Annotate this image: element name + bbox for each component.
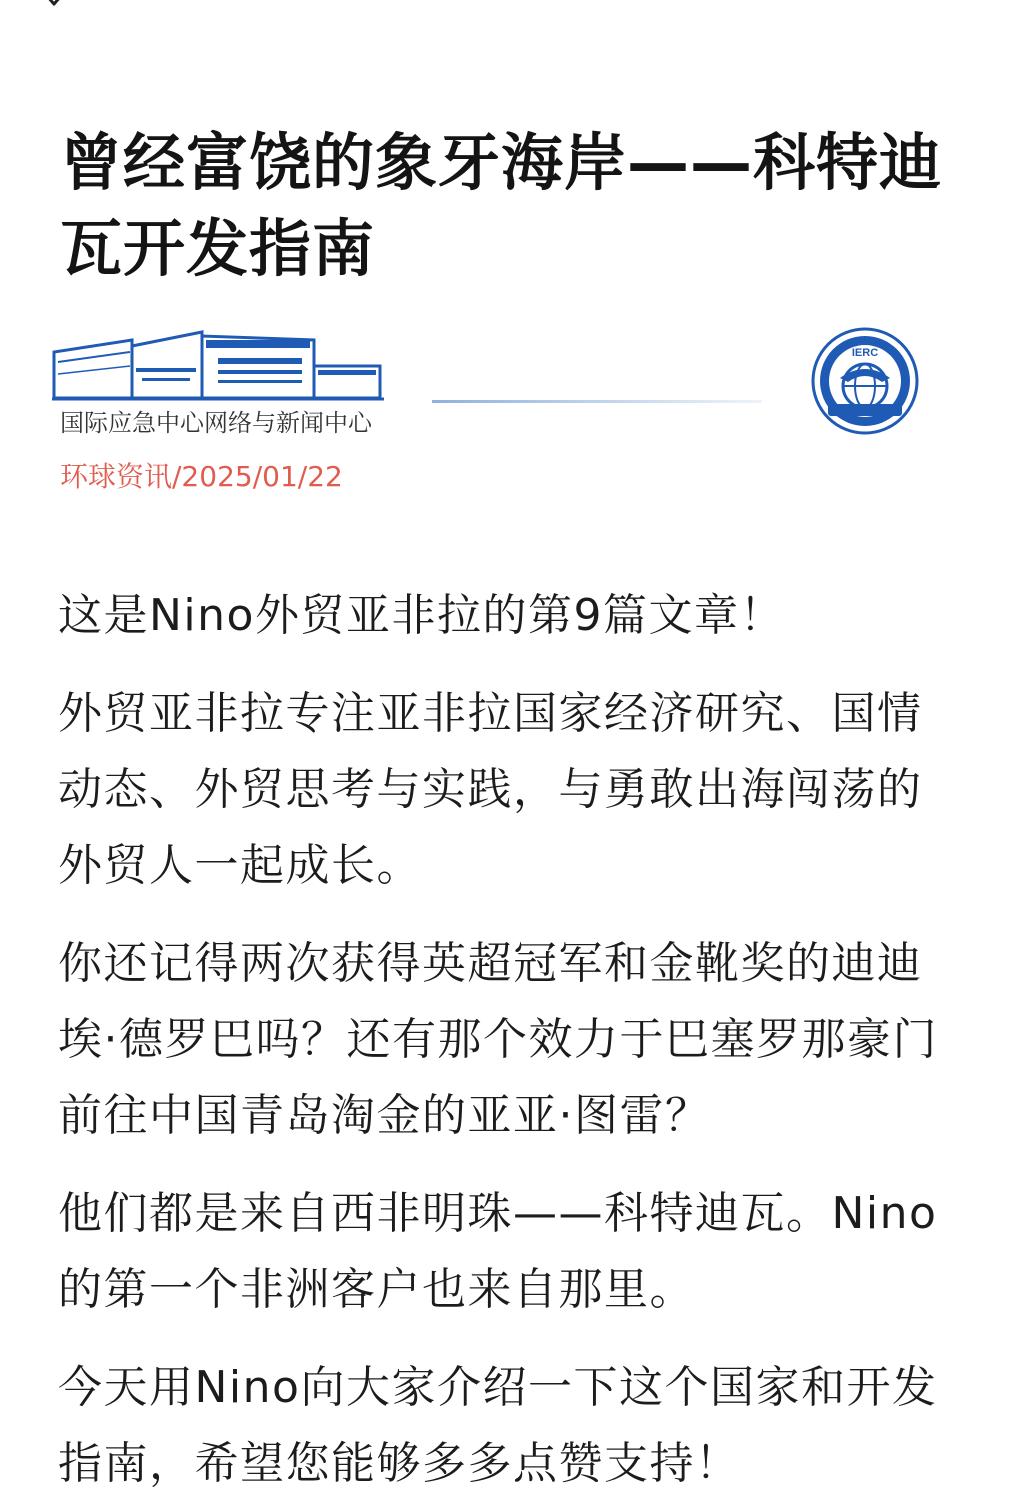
emblem-label: IERC	[851, 347, 879, 359]
paragraph: 你还记得两次获得英超冠军和金靴奖的迪迪埃·德罗巴吗？还有那个效力于巴塞罗那豪门前往中国青岛淘金的亚亚·图雷？	[58, 938, 938, 1141]
paragraph: 外贸亚非拉专注亚非拉国家经济研究、国情动态、外贸思考与实践，与勇敢出海闯荡的外贸人一起成长。	[58, 688, 923, 891]
paragraph: 这是Nino外贸亚非拉的第9篇文章！	[58, 590, 785, 641]
org-name: 国际应急中心网络与新闻中心	[60, 409, 372, 437]
source-date: 环球资讯/2025/01/22	[60, 460, 343, 493]
article-title: 曾经富饶的象牙海岸——科特迪瓦开发指南	[60, 126, 943, 285]
article-body	[58, 578, 958, 1500]
close-icon	[34, 0, 74, 12]
article-banner	[52, 322, 932, 522]
building-illustration	[52, 322, 392, 404]
paragraph: 他们都是来自西非明珠——科特迪瓦。Nino的第一个非洲客户也来自那里。	[58, 1188, 938, 1315]
close-button[interactable]	[34, 0, 74, 12]
ierc-emblem-icon	[810, 326, 920, 436]
paragraph: 今天用Nino向大家介绍一下这个国家和开发指南，希望您能够多多点赞支持！	[58, 1362, 938, 1489]
banner-divider	[432, 400, 762, 403]
